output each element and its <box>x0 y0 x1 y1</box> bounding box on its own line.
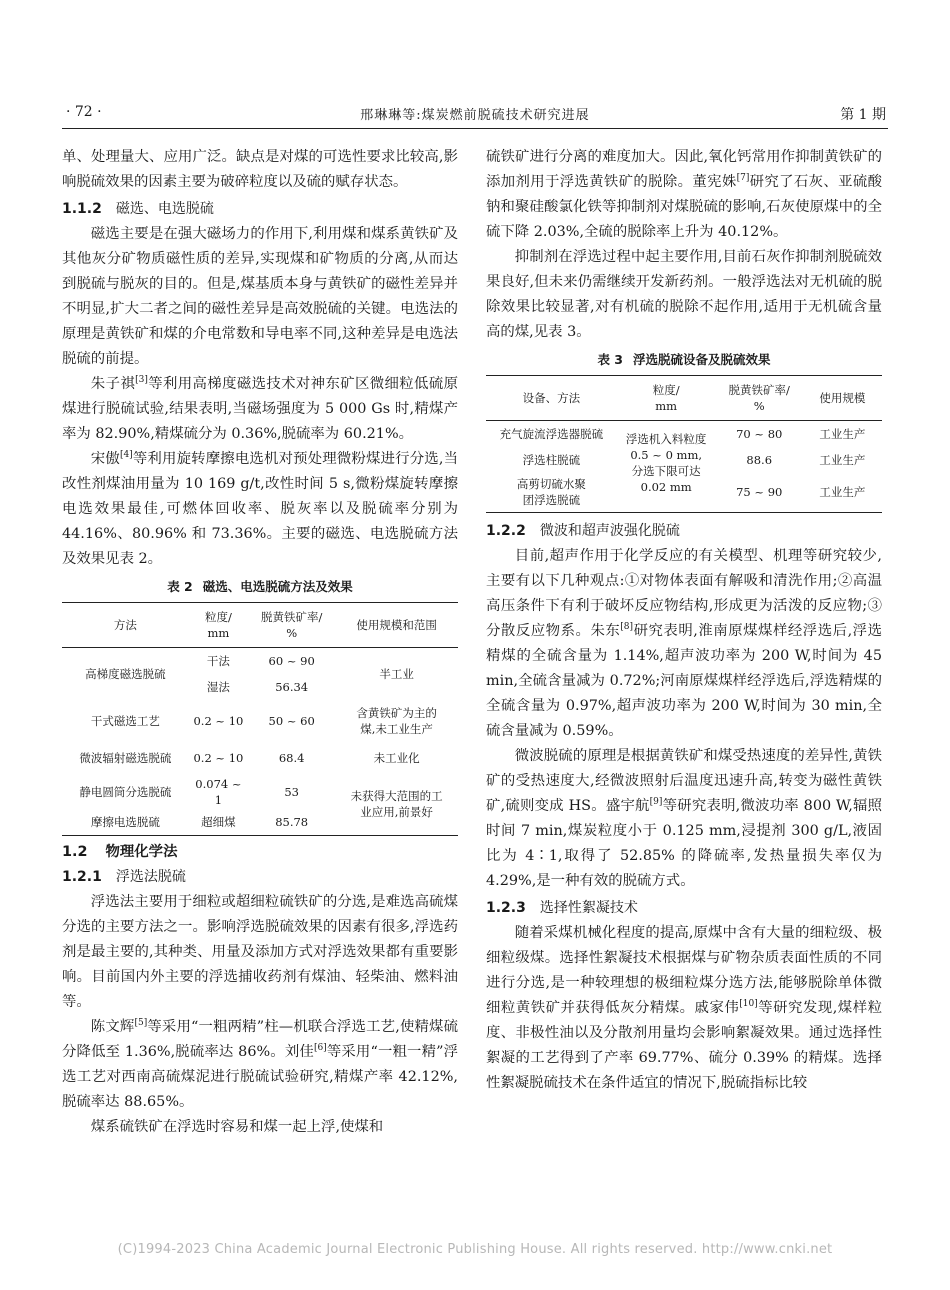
table-2 <box>62 602 458 836</box>
citation: [8] <box>620 622 634 633</box>
citation: [10] <box>739 999 758 1010</box>
left-column <box>62 145 458 1140</box>
table-cell: 静电圆筒分选脱硫 <box>79 784 172 799</box>
table-cell: 未获得大范围的工 业应用,前景好 <box>350 789 443 820</box>
table-header: 使用规模和范围 <box>335 603 458 648</box>
copyright-footer: (C)1994-2023 China Academic Journal Electronic Publishing House. All rights reserved. http://www.cnki.net <box>117 1242 833 1257</box>
citation: [6] <box>313 1043 327 1054</box>
table-cell: 高梯度磁选脱硫 <box>85 666 166 681</box>
table-cell: 充气旋流浮选器脱硫 <box>499 426 604 441</box>
paragraph: 目前,超声作用于化学反应的有关模型、机理等研究较少,主要有以下几种观点:①对物体表面有解吸和清洗作用;②高温高压条件下有利于破坏反应物结构,形成更为活泼的反应物;③分散反应物系。朱东[8]研究表明,淮南原煤煤样经浮选后,浮选精煤的全硫含量为 1.14%,超声波功率为 200 W,时间为 45 min,全硫含量减为 0.72%;河南原煤煤样经浮选后,浮选精煤的全硫含量为 0.97%,超声波功率为 200 W,时间为 30 min,全硫含量减为 0.59%。 <box>486 548 882 739</box>
paragraph: 磁选主要是在强大磁场力的作用下,利用煤和煤系黄铁矿及其他灰分矿物质磁性质的差异,实现煤和矿物质的分离,从而达到脱硫与脱灰的目的。但是,煤基质本身与黄铁矿的磁性差异并不明显,扩大二者之间的磁性差异是高效脱硫的关键。电选法的原理是黄铁矿和煤的介电常数和导电率不同,这种差异是电选法脱硫的前提。 <box>62 226 458 367</box>
table-cell: 半工业 <box>379 666 414 681</box>
section-heading-1-2-1: 1.2.1 浮选法脱硫 <box>62 869 186 885</box>
table-cell: 工业生产 <box>819 485 866 500</box>
paragraph: 陈文辉[5]等采用“一粗两精”柱—机联合浮选工艺,使精煤硫分降低至 1.36%,脱硫率达 86%。刘佳[6]等采用“一粗一精”浮选工艺对西南高硫煤泥进行脱硫试验研究,精煤产率 42.12%,脱硫率达 88.65%。 <box>62 1018 458 1110</box>
paragraph: 单、处理量大、应用广泛。缺点是对煤的可选性要求比较高,影响脱硫效果的因素主要为破碎粒度以及硫的赋存状态。 <box>62 149 458 190</box>
issue-number: 第 1 期 <box>840 107 886 123</box>
table-header: 设备、方法 <box>486 376 617 421</box>
table-3 <box>486 375 882 513</box>
table-cell: 85.78 <box>275 815 309 830</box>
table-cell: 工业生产 <box>819 426 866 441</box>
table-3-caption: 表 3 浮选脱硫设备及脱硫效果 <box>597 352 771 367</box>
table-header: 脱黄铁矿率/ % <box>248 603 335 648</box>
table-2-caption: 表 2 磁选、电选脱硫方法及效果 <box>167 579 353 594</box>
paragraph: 随着采煤机械化程度的提高,原煤中含有大量的细粒级、极细粒级煤。选择性絮凝技术根据煤与矿物杂质表面性质的不同进行分选,是一种较理想的极细粒煤分选方法,能够脱除单体微细粒黄铁矿并获得低灰分精煤。戚家伟[10]等研究发现,煤样粒度、非极性油以及分散剂用量均会影响絮凝效果。通过选择性絮凝的工艺得到了产率 69.77%、硫分 0.39% 的精煤。选择性絮凝脱硫技术在条件适宜的情况下,脱硫指标比较 <box>486 925 882 1091</box>
table-header: 粒度/ mm <box>617 376 716 421</box>
table-cell: 70 ~ 80 <box>736 426 783 441</box>
running-title: 邢琳琳等:煤炭燃前脱硫技术研究进展 <box>360 108 590 123</box>
paragraph: 煤系硫铁矿在浮选时容易和煤一起上浮,使煤和 <box>90 1119 384 1135</box>
table-cell: 摩擦电选脱硫 <box>90 815 160 830</box>
paragraph: 浮选法主要用于细粒或超细粒硫铁矿的分选,是难选高硫煤分选的主要方法之一。影响浮选脱硫效果的因素有很多,浮选药剂是最主要的,其种类、用量及添加方式对浮选效果都有重要影响。目前国内外主要的浮选捕收药剂有煤油、轻柴油、燃料油等。 <box>62 894 458 1010</box>
table-cell: 0.2 ~ 10 <box>193 750 244 765</box>
right-column <box>486 145 882 1096</box>
paragraph: 宋傲[4]等利用旋转摩擦电选机对预处理微粉煤进行分选,当改性剂煤油用量为 10 169 g/t,改性时间 5 s,微粉煤旋转摩擦电选效果最佳,可燃体回收率、脱灰率以及脱硫率分别为 44.16%、80.96% 和 73.36%。主要的磁选、电选脱硫方法及效果见表 2。 <box>62 450 458 567</box>
table-cell: 微波辐射磁选脱硫 <box>79 750 172 765</box>
table-cell: 干式磁选工艺 <box>90 713 160 728</box>
table-cell: 88.6 <box>746 452 773 467</box>
citation: [9] <box>649 797 663 808</box>
citation: [5] <box>134 1018 148 1029</box>
section-heading-1-2-3: 1.2.3 选择性絮凝技术 <box>486 900 638 916</box>
table-cell: 60 ~ 90 <box>268 653 315 668</box>
table-cell: 未工业化 <box>373 750 420 765</box>
table-header: 粒度/ mm <box>189 603 248 648</box>
page-number: · 72 · <box>66 104 102 120</box>
table-cell: 浮选机入料粒度 0.5 ~ 0 mm, 分选下限可达 0.02 mm <box>625 432 707 494</box>
running-header <box>62 96 888 129</box>
table-header: 方法 <box>62 603 189 648</box>
table-cell: 含黄铁矿为主的 煤,未工业生产 <box>356 705 437 736</box>
section-heading-1-2: 1.2 物理化学法 <box>62 844 178 860</box>
paragraph: 抑制剂在浮选过程中起主要作用,目前石灰作抑制剂脱硫效果良好,但未来仍需继续开发新药剂。一般浮选法对无机硫的脱除效果比较显著,对有机硫的脱除不起作用,适用于无机硫含量高的煤,见表 3。 <box>486 249 882 340</box>
table-cell: 0.074 ~ 1 <box>195 776 242 807</box>
citation: [7] <box>736 173 750 184</box>
table-cell: 0.2 ~ 10 <box>193 713 244 728</box>
section-heading-1-2-2: 1.2.2 微波和超声波强化脱硫 <box>486 523 680 539</box>
table-cell: 68.4 <box>278 750 305 765</box>
citation: [3] <box>135 375 148 386</box>
table-cell: 干法 <box>206 653 230 668</box>
table-cell: 50 ~ 60 <box>268 713 315 728</box>
table-cell: 53 <box>284 784 299 799</box>
paragraph: 朱子祺[3]等利用高梯度磁选技术对神东矿区微细粒低硫原煤进行脱硫试验,结果表明,当磁场强度为 5 000 Gs 时,精煤产率为 82.90%,精煤硫分为 0.36%,脱硫率为 60.21%。 <box>62 375 458 442</box>
table-cell: 75 ~ 90 <box>736 485 783 500</box>
table-cell: 56.34 <box>275 679 309 694</box>
paragraph: 硫铁矿进行分离的难度加大。因此,氧化钙常用作抑制黄铁矿的添加剂用于浮选黄铁矿的脱除。董宪姝[7]研究了石灰、亚硫酸钠和聚硅酸氯化铁等抑制剂对煤脱硫的影响,石灰使原煤中的全硫下降 2.03%,全硫的脱除率上升为 40.12%。 <box>486 149 882 240</box>
table-cell: 工业生产 <box>819 452 866 467</box>
paragraph: 微波脱硫的原理是根据黄铁矿和煤受热速度的差异性,黄铁矿的受热速度大,经微波照射后温度迅速升高,转变为磁性黄铁矿,硫则变成 HS。盛宇航[9]等研究表明,微波功率 800 W,辐照时间 7 min,煤炭粒度小于 0.125 mm,浸提剂 300 g/L,液固比为 4∶1,取得了 52.85% 的降硫率,发热量损失率仅为 4.29%,是一种有效的脱硫方式。 <box>486 748 882 889</box>
table-cell: 高剪切硫水聚 团浮选脱硫 <box>516 477 586 508</box>
section-heading-1-1-2: 1.1.2 磁选、电选脱硫 <box>62 201 214 217</box>
table-cell: 超细煤 <box>201 815 236 830</box>
citation: [4] <box>119 450 133 461</box>
table-cell: 湿法 <box>206 679 230 694</box>
table-header: 脱黄铁矿率/ % <box>716 376 803 421</box>
table-cell: 浮选柱脱硫 <box>522 452 581 467</box>
table-header: 使用规模 <box>803 376 882 421</box>
